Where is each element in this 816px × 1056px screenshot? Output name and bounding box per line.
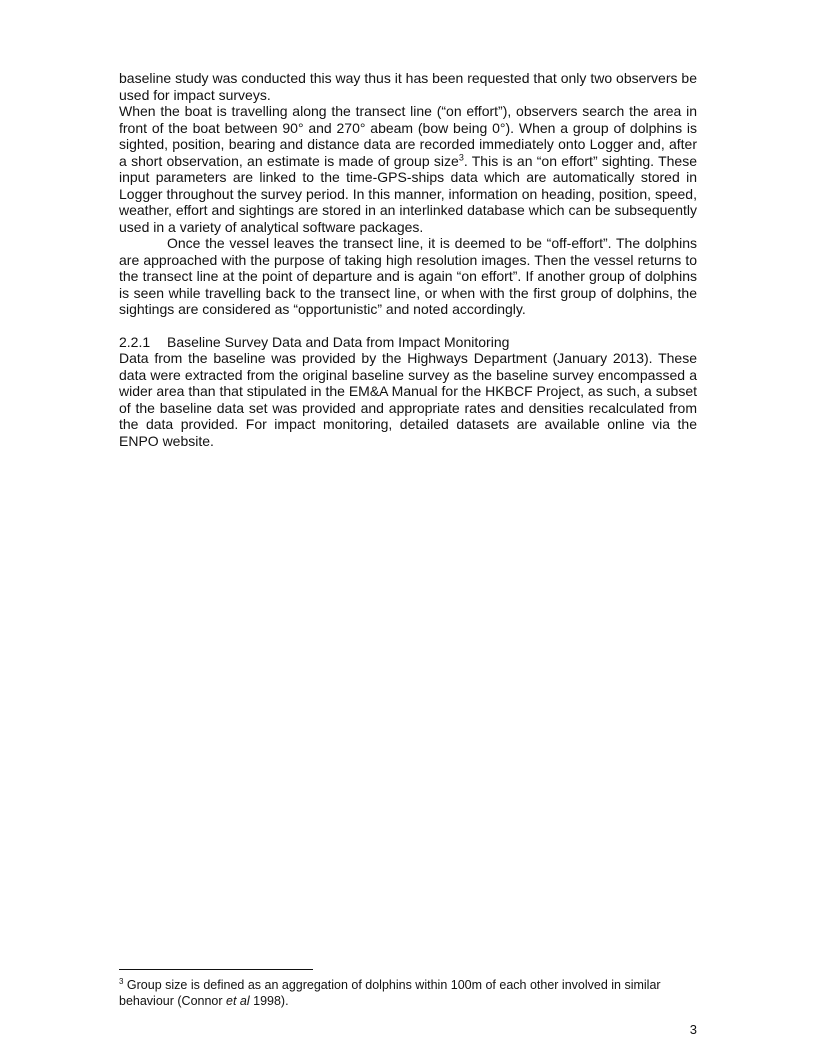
footnote-text-a: Group size is defined as an aggregation of dolphins within 100m of each other involved in similar behaviour (Connor <box>119 978 661 1008</box>
paragraph-spacer <box>119 318 697 334</box>
page-number: 3 <box>689 1022 697 1037</box>
paragraph-off-effort: Once the vessel leaves the transect line, it is deemed to be “off-effort”. The dolphins are approached with the purpose of taking high resolution images. Then the vessel returns to the transect line at the point of departure and is again “on effort”. If another group of dolphins is seen while travelling back to the transect line, or when with the first group of dolphins, the sightings are considered as “opportunistic” and noted accordingly. <box>119 235 697 317</box>
section-number: 2.2.1 <box>119 333 151 350</box>
paragraph-on-effort <box>119 103 697 235</box>
document-body <box>119 70 697 449</box>
footnote-text-italic: et al <box>226 994 250 1008</box>
paragraph-observers: baseline study was conducted this way thus it has been requested that only two observers be used for impact surveys. <box>119 70 697 103</box>
footnote-text-b: 1998). <box>249 994 289 1008</box>
footnote-reference[interactable]: 3 <box>458 151 464 162</box>
footnote <box>119 977 697 1009</box>
footnote-separator <box>119 969 313 970</box>
section-heading <box>119 334 697 351</box>
paragraph-on-effort-text-b: . This is an “on effort” sighting. These input parameters are linked to the time-GPS-ships data which are automatically stored in Logger throughout the survey period. In this manner, information on heading, position, speed, weather, effort and sightings are stored in an interlinked database which can be subsequently used in a variety of analytical software packages. <box>119 152 697 235</box>
section-title: Baseline Survey Data and Data from Impact Monitoring <box>167 333 510 350</box>
paragraph-baseline-data: Data from the baseline was provided by the Highways Department (January 2013). These data were extracted from the original baseline survey as the baseline survey encompassed a wider area than that stipulated in the EM&A Manual for the HKBCF Project, as such, a subset of the baseline data set was provided and appropriate rates and densities recalculated from the data provided. For impact monitoring, detailed datasets are available online via the ENPO website. <box>119 350 697 449</box>
paragraph-on-effort-text-a: When the boat is travelling along the transect line (“on effort”), observers search the area in front of the boat between 90° and 270° abeam (bow being 0°). When a group of dolphins is sighted, position, bearing and distance data are recorded immediately onto Logger and, after a short observation, an estimate is made of group size <box>119 103 697 169</box>
footnote-marker: 3 <box>119 976 124 986</box>
